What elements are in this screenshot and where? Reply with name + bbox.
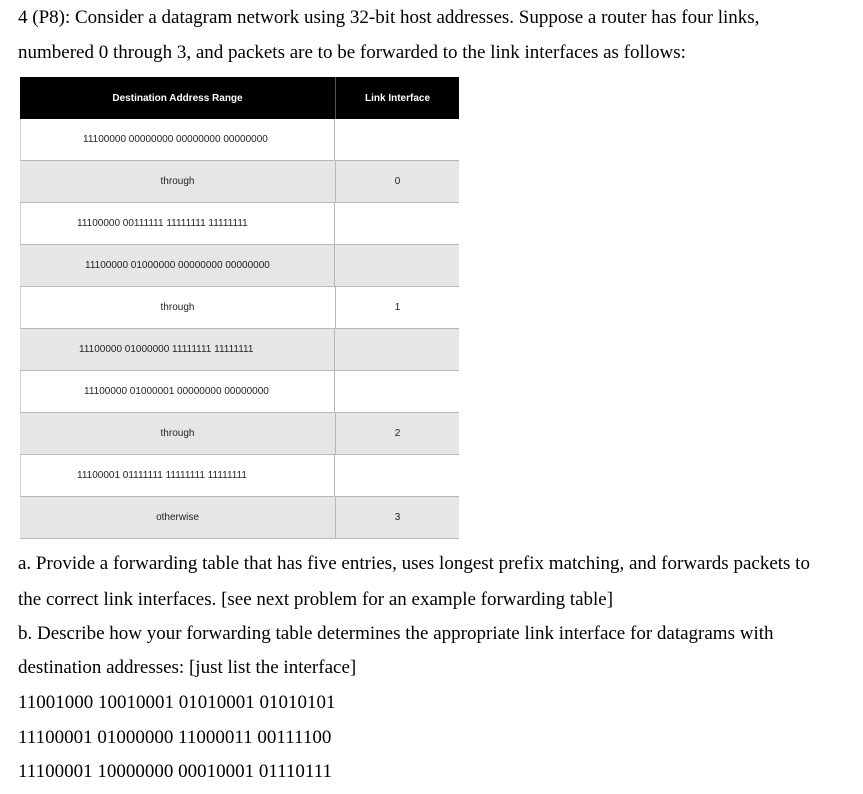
- address-2: 11100001 01000000 11000011 00111100: [18, 727, 332, 748]
- interface-cell: [336, 119, 459, 160]
- table-row: [20, 455, 459, 497]
- table-row: [20, 371, 459, 413]
- range-cell: 11100000 01000000 11111111 11111111: [20, 329, 335, 370]
- part-a-line-2: the correct link interfaces. [see next problem for an example forwarding table]: [18, 589, 614, 610]
- range-cell: through: [20, 161, 336, 202]
- address-1: 11001000 10010001 01010001 01010101: [18, 692, 336, 713]
- range-cell: 11100000 01000001 00000000 00000000: [20, 371, 335, 412]
- range-cell: 11100000 00111111 11111111 11111111: [20, 203, 335, 244]
- range-cell: through: [20, 287, 336, 328]
- table-row: [20, 287, 459, 329]
- question-line-1: 4 (P8): Consider a datagram network using 32-bit host addresses. Suppose a router has four links,: [18, 7, 760, 28]
- table-row: [20, 119, 459, 161]
- table-row: [20, 161, 459, 203]
- range-cell: 11100000 01000000 00000000 00000000: [20, 245, 335, 286]
- table-row: [20, 497, 459, 539]
- address-3: 11100001 10000000 00010001 01110111: [18, 761, 333, 782]
- header-range: Destination Address Range: [20, 77, 336, 119]
- table-row: [20, 329, 459, 371]
- interface-cell: 1: [394, 302, 401, 313]
- range-cell: through: [20, 413, 336, 454]
- interface-cell: [336, 203, 459, 244]
- interface-cell: 0: [394, 176, 401, 187]
- range-cell: otherwise: [20, 497, 336, 538]
- question-line-2: numbered 0 through 3, and packets are to be forwarded to the link interfaces as follows:: [18, 42, 686, 63]
- table-row: [20, 245, 459, 287]
- forwarding-range-table: [20, 77, 459, 538]
- table-row: [20, 203, 459, 245]
- range-cell: 11100000 00000000 00000000 00000000: [20, 119, 335, 160]
- interface-cell: [336, 455, 459, 496]
- range-cell: 11100001 01111111 11111111 11111111: [20, 455, 335, 496]
- part-b-line-2: destination addresses: [just list the interface]: [18, 657, 357, 678]
- table-row: [20, 413, 459, 455]
- interface-cell: 3: [394, 512, 401, 523]
- interface-cell: [336, 245, 459, 286]
- interface-cell: [336, 329, 459, 370]
- interface-cell: [336, 371, 459, 412]
- header-interface: Link Interface: [364, 92, 431, 104]
- part-b-line-1: b. Describe how your forwarding table determines the appropriate link interface for datagrams with: [18, 623, 774, 644]
- part-a-line-1: a. Provide a forwarding table that has five entries, uses longest prefix matching, and forwards packets to: [18, 553, 810, 574]
- interface-cell: 2: [394, 428, 401, 439]
- table-header: [20, 77, 459, 119]
